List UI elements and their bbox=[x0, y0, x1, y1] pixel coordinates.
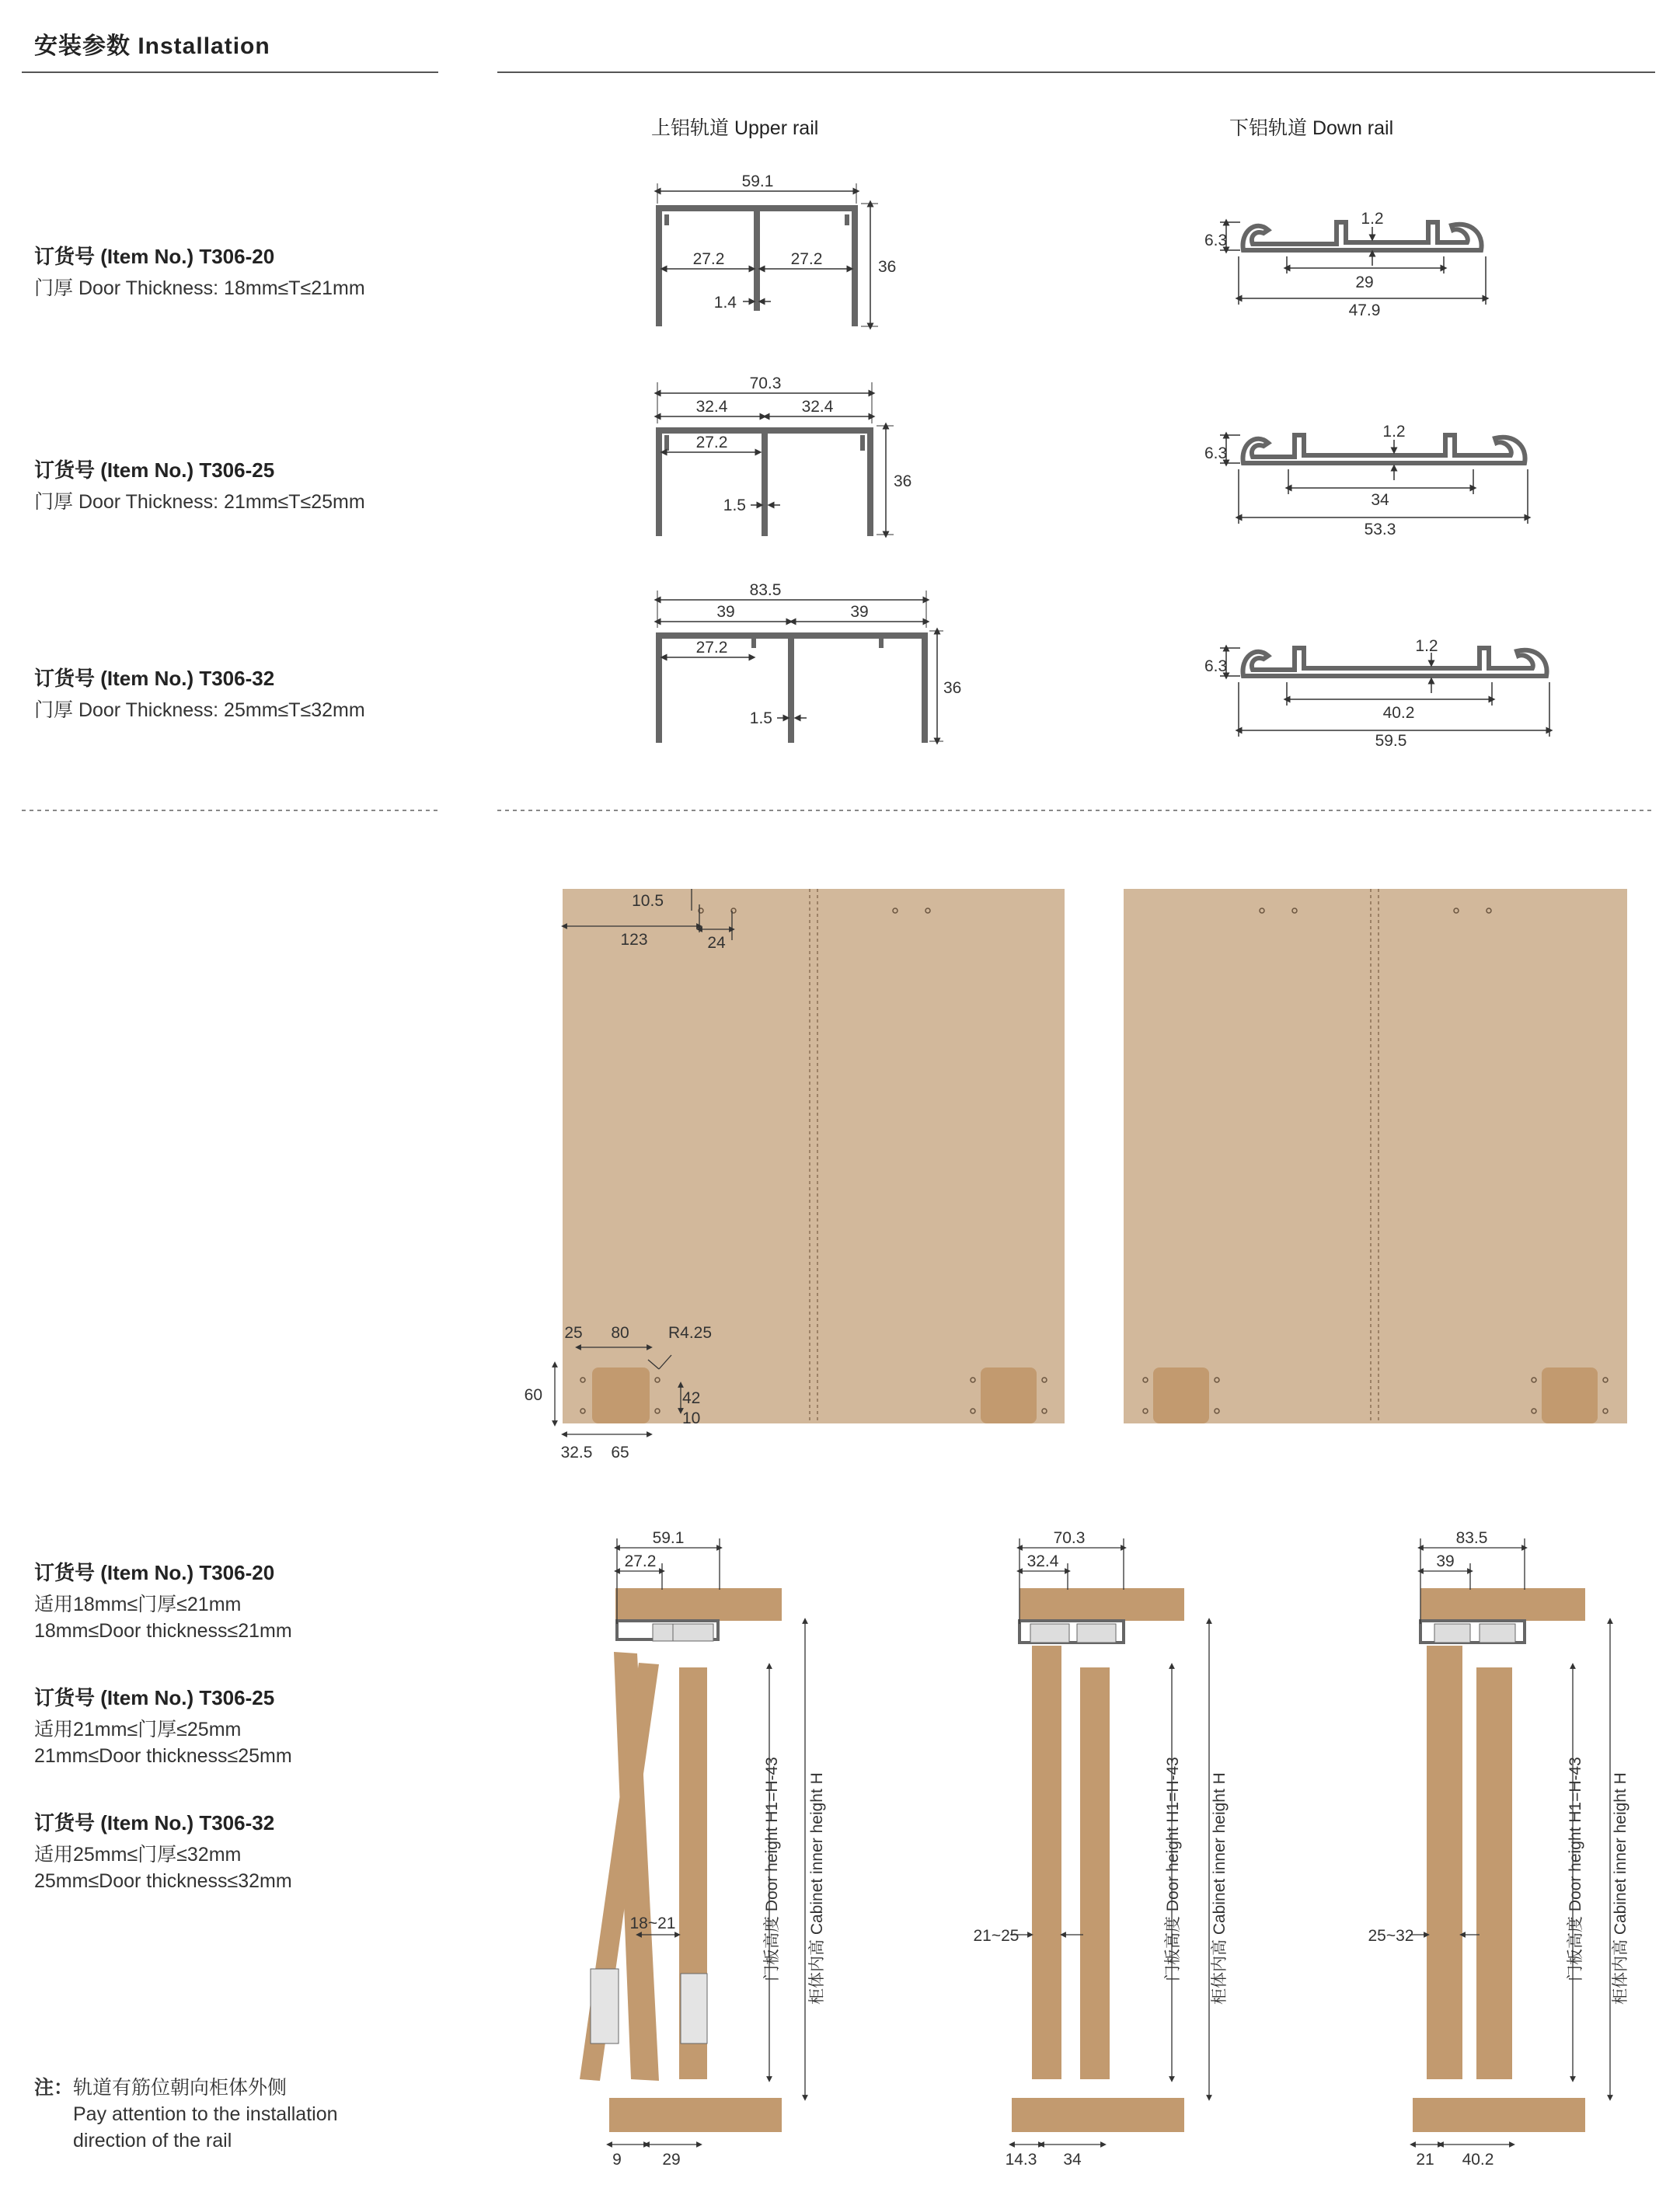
door-thickness-en: 25mm≤Door thickness≤32mm bbox=[34, 1870, 292, 1892]
down-rail-title: 下铝轨道 Down rail bbox=[1229, 117, 1394, 139]
dim-label: 1.5 bbox=[723, 496, 746, 514]
door-thickness-en: 21mm≤Door thickness≤25mm bbox=[34, 1745, 292, 1767]
dim-label: 39 bbox=[1436, 1552, 1455, 1570]
dim-label: 6.3 bbox=[1204, 444, 1228, 462]
dim-label: 53.3 bbox=[1364, 521, 1396, 538]
dim-label: 1.2 bbox=[1415, 637, 1438, 655]
dim-label: 14.3 bbox=[1005, 2151, 1037, 2169]
upper-rail-3 bbox=[657, 591, 943, 743]
dim-label: 29 bbox=[1355, 274, 1374, 291]
dim-label: 27.2 bbox=[695, 639, 728, 657]
dim-label: 25 bbox=[564, 1324, 583, 1342]
upper-rail-title: 上铝轨道 Upper rail bbox=[651, 117, 819, 139]
dim-label: 27.2 bbox=[624, 1552, 657, 1570]
item-number: 订货号 (Item No.) T306-20 bbox=[34, 1561, 275, 1584]
dim-label: R4.25 bbox=[667, 1324, 713, 1342]
door-thickness-cn: 适用25mm≤门厚≤32mm bbox=[34, 1844, 242, 1866]
dim-label: 6.3 bbox=[1204, 232, 1228, 249]
installation-sections bbox=[0, 1515, 1680, 2202]
cabinet-height-label: 柜体内高 Cabinet inner height H bbox=[808, 1772, 826, 2005]
dim-label: 59.1 bbox=[652, 1529, 685, 1547]
note-cn: 轨道有筋位朝向柜体外侧 bbox=[73, 2077, 288, 2099]
dim-label: 32.4 bbox=[801, 398, 834, 416]
door-thickness-en: 18mm≤Door thickness≤21mm bbox=[34, 1620, 292, 1642]
note-en-1: Pay attention to the installation bbox=[73, 2103, 338, 2125]
dim-label: 34 bbox=[1063, 2151, 1082, 2169]
rail-profiles bbox=[0, 0, 1680, 824]
item-number: 订货号 (Item No.) T306-25 bbox=[34, 458, 275, 482]
door-thickness: 门厚 Door Thickness: 21mm≤T≤25mm bbox=[34, 491, 365, 513]
dim-label: 27.2 bbox=[790, 250, 823, 268]
dim-label: 21 bbox=[1416, 2151, 1434, 2169]
dim-label: 32.4 bbox=[1026, 1552, 1059, 1570]
door-thickness-cn: 适用18mm≤门厚≤21mm bbox=[34, 1594, 242, 1615]
down-rail-3 bbox=[1243, 648, 1546, 676]
door-panels bbox=[0, 824, 1680, 1476]
dim-label: 36 bbox=[878, 258, 897, 276]
cabinet-height-label: 柜体内高 Cabinet inner height H bbox=[1211, 1772, 1229, 2005]
dim-label: 10.5 bbox=[632, 892, 664, 910]
door-height-label: 门板高度 Door height H1=H-43 bbox=[763, 1757, 781, 1981]
dim-label: 18~21 bbox=[629, 1915, 676, 1932]
upper-rail-2 bbox=[657, 382, 894, 536]
dim-label: 10 bbox=[682, 1409, 701, 1427]
dim-label: 36 bbox=[943, 679, 962, 697]
dim-label: 42 bbox=[682, 1389, 701, 1407]
dim-label: 27.2 bbox=[695, 434, 728, 451]
dim-label: 32.5 bbox=[560, 1444, 593, 1462]
dim-label: 1.2 bbox=[1382, 423, 1406, 441]
item-number: 订货号 (Item No.) T306-25 bbox=[34, 1686, 275, 1709]
dim-label: 25~32 bbox=[1368, 1927, 1414, 1945]
upper-rail-1 bbox=[657, 183, 878, 326]
door-thickness: 门厚 Door Thickness: 25mm≤T≤32mm bbox=[34, 699, 365, 721]
note-label: 注： bbox=[34, 2077, 74, 2099]
dim-label: 36 bbox=[894, 472, 912, 490]
page-title: 安装参数 Installation bbox=[34, 33, 270, 59]
door-thickness: 门厚 Door Thickness: 18mm≤T≤21mm bbox=[34, 277, 365, 299]
dim-label: 70.3 bbox=[749, 375, 782, 392]
dim-label: 39 bbox=[850, 603, 869, 621]
dim-label: 65 bbox=[611, 1444, 629, 1462]
door-height-label: 门板高度 Door height H1=H-43 bbox=[1567, 1757, 1584, 1981]
item-number: 订货号 (Item No.) T306-20 bbox=[34, 245, 275, 268]
dim-label: 59.5 bbox=[1375, 732, 1407, 750]
dim-label: 123 bbox=[620, 931, 648, 949]
door-thickness-cn: 适用21mm≤门厚≤25mm bbox=[34, 1719, 242, 1740]
dim-label: 40.2 bbox=[1382, 704, 1415, 722]
dim-label: 32.4 bbox=[695, 398, 728, 416]
dim-label: 39 bbox=[716, 603, 735, 621]
item-number: 订货号 (Item No.) T306-32 bbox=[34, 667, 275, 690]
dim-label: 59.1 bbox=[741, 172, 774, 190]
door-height-label: 门板高度 Door height H1=H-43 bbox=[1164, 1757, 1182, 1981]
dim-label: 80 bbox=[611, 1324, 629, 1342]
dim-label: 9 bbox=[612, 2151, 622, 2169]
dim-label: 29 bbox=[662, 2151, 681, 2169]
dim-label: 34 bbox=[1371, 491, 1389, 509]
note-en-2: direction of the rail bbox=[73, 2130, 232, 2151]
dim-label: 21~25 bbox=[973, 1927, 1020, 1945]
dim-label: 27.2 bbox=[692, 250, 725, 268]
dim-label: 1.4 bbox=[713, 294, 737, 312]
dim-label: 1.5 bbox=[749, 709, 772, 727]
dim-label: 60 bbox=[524, 1386, 542, 1404]
dim-label: 47.9 bbox=[1348, 301, 1381, 319]
dim-label: 70.3 bbox=[1053, 1529, 1086, 1547]
dim-label: 1.2 bbox=[1361, 210, 1384, 228]
dim-label: 83.5 bbox=[749, 581, 782, 599]
cabinet-height-label: 柜体内高 Cabinet inner height H bbox=[1612, 1772, 1629, 2005]
dim-label: 6.3 bbox=[1204, 657, 1228, 675]
dim-label: 24 bbox=[707, 934, 726, 952]
item-number: 订货号 (Item No.) T306-32 bbox=[34, 1811, 275, 1834]
dim-label: 40.2 bbox=[1462, 2151, 1494, 2169]
dim-label: 83.5 bbox=[1455, 1529, 1488, 1547]
